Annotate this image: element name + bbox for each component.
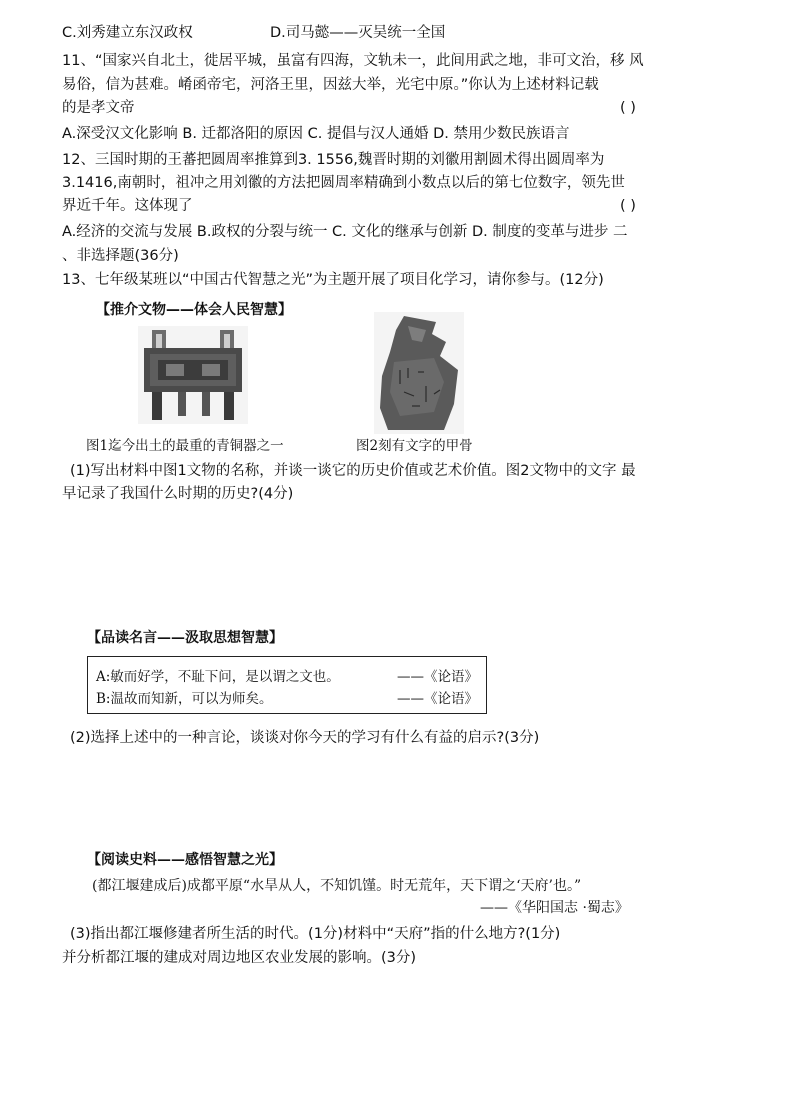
q11-answer-paren: ( ): [620, 100, 636, 116]
quote-a-text: A:敏而好学，不耻下问，是以谓之文也。: [96, 669, 340, 685]
q11-line3: 的是孝文帝: [62, 100, 135, 116]
q11-line1: 11、“国家兴自北土，徙居平城，虽富有四海，文轨未一，此间用武之地，非可文治，移 风: [62, 53, 644, 69]
q13-sub3-line1: (3)指出都江堰修建者所生活的时代。(1分)材料中“天府”指的什么地方?(1分): [70, 926, 561, 942]
q13-sub3-line2: 并分析都江堰的建成对周边地区农业发展的影响。(3分): [62, 950, 417, 966]
quote-a: [96, 665, 478, 685]
q11-options: A.深受汉文化影响 B. 迁都洛阳的原因 C. 提倡与汉人通婚 D. 禁用少数民族语言: [62, 126, 570, 142]
q13-sub2: (2)选择上述中的一种言论，谈谈对你今天的学习有什么有益的启示?(3分): [70, 730, 540, 746]
q13-intro: 13、七年级某班以“中国古代智慧之光”为主题开展了项目化学习，请你参与。(12分): [62, 272, 604, 288]
fig2-caption: 图2刻有文字的甲骨: [356, 438, 473, 454]
q10-option-d: D.司马懿——灭吴统一全国: [270, 25, 446, 41]
quote-b: [96, 687, 478, 707]
quote-b-source: ——《论语》: [397, 691, 478, 707]
material-source: ——《华阳国志 ·蜀志》: [480, 900, 629, 916]
q12-answer-paren: ( ): [620, 198, 636, 214]
material-text: (都江堰建成后)成都平原“水旱从人，不知饥馑。时无荒年，天下谓之‘天府’也。”: [92, 878, 582, 894]
section-title: 、非选择题(36分): [62, 248, 179, 264]
quote-box: [87, 656, 487, 714]
q13-sub1-line2: 早记录了我国什么时期的历史?(4分): [62, 486, 294, 502]
part2-header: 【品读名言——汲取思想智慧】: [87, 630, 283, 646]
part1-header: 【推介文物——体会人民智慧】: [96, 302, 292, 318]
q12-line1: 12、三国时期的王蕃把圆周率推算到3. 1556,魏晋时期的刘徽用割圆术得出圆周率为: [62, 152, 605, 168]
oracle-bone-image: [374, 312, 464, 434]
bronze-ding-image: [138, 326, 248, 424]
quote-b-text: B:温故而知新，可以为师矣。: [96, 691, 273, 707]
q13-sub1-line1: (1)写出材料中图1文物的名称，并谈一谈它的历史价值或艺术价值。图2文物中的文字 最: [70, 463, 636, 479]
q12-options: A.经济的交流与发展 B.政权的分裂与统一 C. 文化的继承与创新 D. 制度的变革与进步 二: [62, 224, 628, 240]
q12-line3: 界近千年。这体现了: [62, 198, 193, 214]
q12-line2: 3.1416,南朝时，祖冲之用刘徽的方法把圆周率精确到小数点以后的第七位数字，领先世: [62, 175, 625, 191]
q10-option-c: C.刘秀建立东汉政权: [62, 25, 193, 41]
quote-a-source: ——《论语》: [397, 669, 478, 685]
fig1-caption: 图1迄今出土的最重的青铜器之一: [86, 438, 284, 454]
part3-header: 【阅读史料——感悟智慧之光】: [87, 852, 283, 868]
q11-line2: 易俗，信为甚难。崤函帝宅，河洛王里，因兹大举，光宅中原。”你认为上述材料记载: [62, 77, 599, 93]
